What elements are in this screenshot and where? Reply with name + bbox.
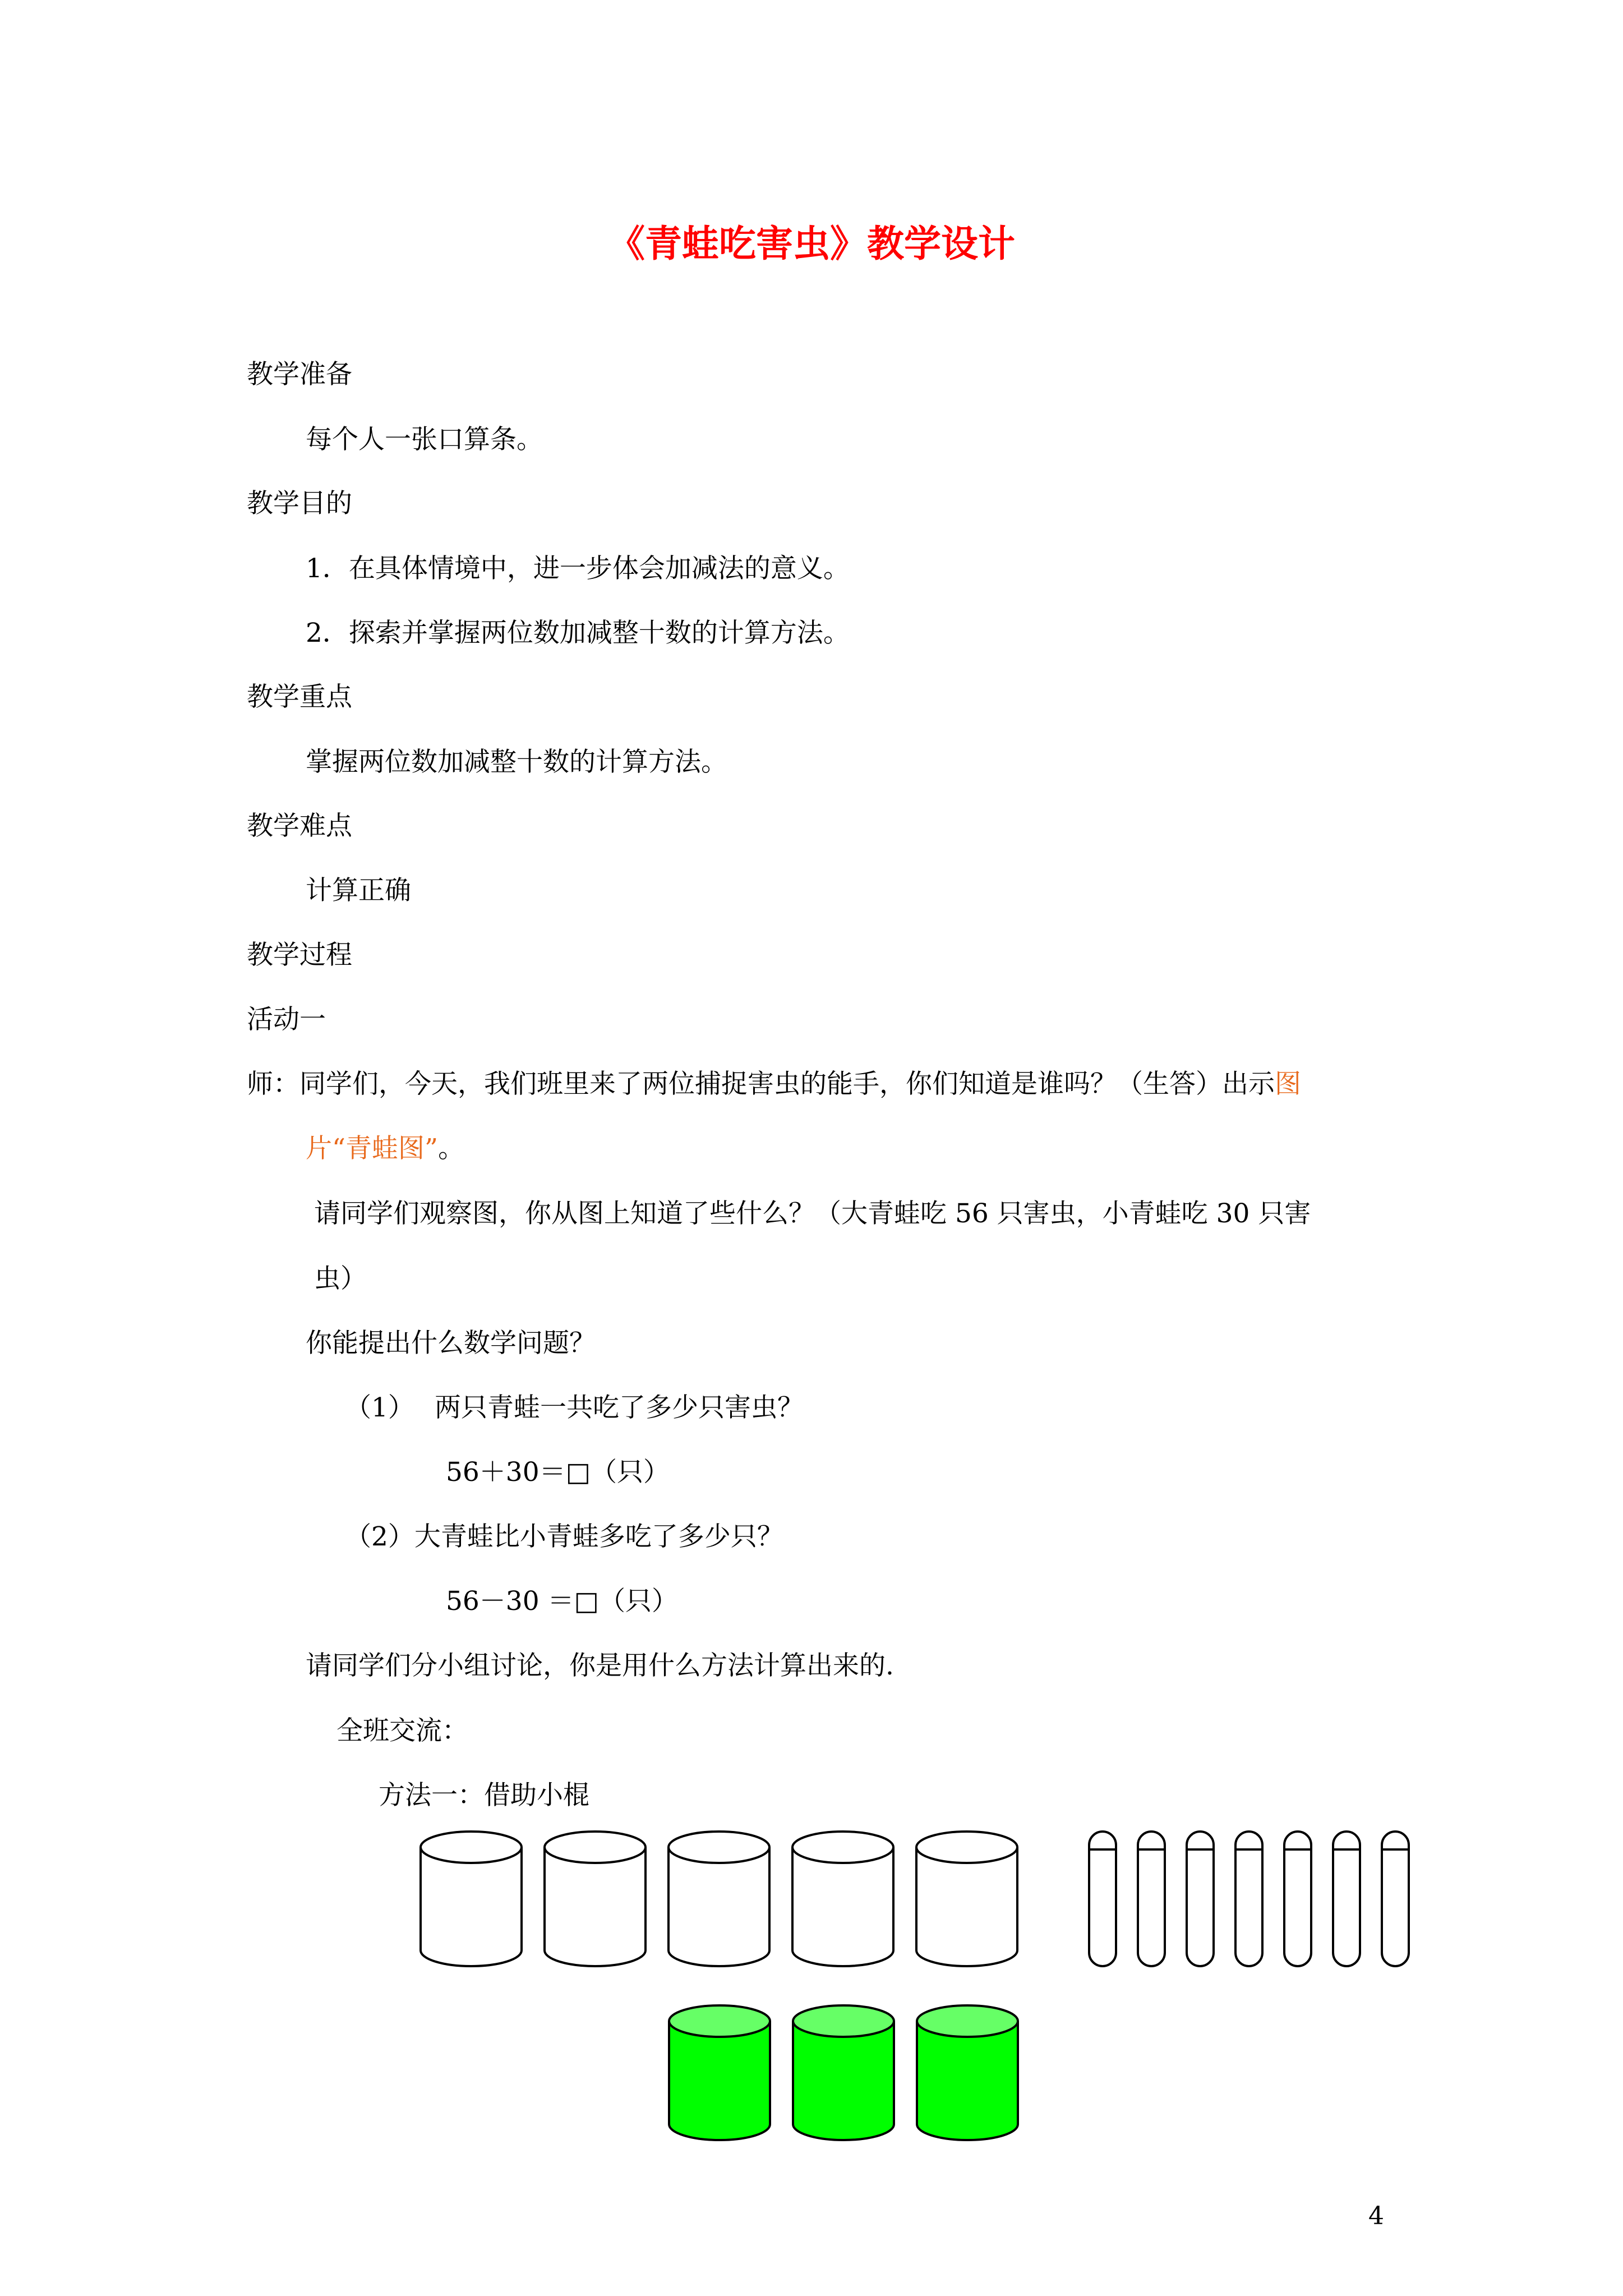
question-2-formula: 56－30 ＝□（只） — [446, 1586, 678, 1617]
single-stick — [1235, 1832, 1262, 1966]
page-title: 《青蛙吃害虫》教学设计 — [608, 222, 1015, 265]
goals-heading: 教学目的 — [247, 488, 352, 519]
class-exchange: 全班交流： — [336, 1715, 468, 1746]
question-1-text: 两只青蛙一共吃了多少只害虫？ — [435, 1392, 804, 1423]
white-bundle — [792, 1832, 893, 1966]
key-text: 掌握两位数加减整十数的计算方法。 — [306, 747, 727, 777]
white-bundle — [421, 1832, 522, 1966]
teacher-line-1-text: 师：同学们，今天，我们班里来了两位捕捉害虫的能手，你们知道是谁吗？（生答）出示 — [247, 1069, 1275, 1099]
picture-link-part-2: 片“青蛙图” — [306, 1133, 439, 1164]
green-bundle — [917, 2005, 1018, 2140]
single-stick — [1089, 1832, 1116, 1966]
method-1: 方法一：借助小棍 — [379, 1780, 589, 1811]
difficulty-text: 计算正确 — [306, 875, 411, 906]
teacher-line-2-end: 。 — [438, 1133, 465, 1164]
green-bundle — [669, 2005, 770, 2140]
question-1-formula: 56＋30＝□（只） — [446, 1457, 670, 1488]
activity-heading: 活动一 — [247, 1004, 326, 1035]
loose-sticks — [1089, 1832, 1409, 1966]
process-heading: 教学过程 — [247, 940, 352, 970]
green-bundle — [793, 2005, 894, 2140]
single-stick — [1138, 1832, 1165, 1966]
goal-2: 2．探索并掌握两位数加减整十数的计算方法。 — [306, 618, 850, 648]
group-discussion: 请同学们分小组讨论，你是用什么方法计算出来的. — [306, 1650, 894, 1681]
white-stick-bundles — [421, 1832, 1017, 1966]
question-1-label: （1） — [345, 1392, 414, 1423]
goal-1: 1．在具体情境中，进一步体会加减法的意义。 — [306, 553, 850, 584]
difficulty-heading: 教学难点 — [247, 811, 352, 841]
single-stick — [1382, 1832, 1409, 1966]
prep-text: 每个人一张口算条。 — [306, 424, 543, 455]
single-stick — [1284, 1832, 1311, 1966]
key-heading: 教学重点 — [247, 682, 352, 712]
green-stick-bundles — [669, 2005, 1018, 2140]
picture-link-part-1: 图 — [1275, 1069, 1301, 1099]
question-prompt: 你能提出什么数学问题？ — [306, 1328, 596, 1359]
page-number: 4 — [1368, 2202, 1384, 2230]
observe-line-1: 请同学们观察图，你从图上知道了些什么？（大青蛙吃 56 只害虫，小青蛙吃 30 只害 — [314, 1198, 1311, 1229]
white-bundle — [668, 1832, 769, 1966]
single-stick — [1333, 1832, 1360, 1966]
prep-heading: 教学准备 — [247, 359, 352, 390]
single-stick — [1187, 1832, 1214, 1966]
observe-line-2: 虫） — [314, 1263, 367, 1294]
question-2-text: （2）大青蛙比小青蛙多吃了多少只？ — [345, 1521, 783, 1552]
white-bundle — [545, 1832, 645, 1966]
white-bundle — [916, 1832, 1017, 1966]
